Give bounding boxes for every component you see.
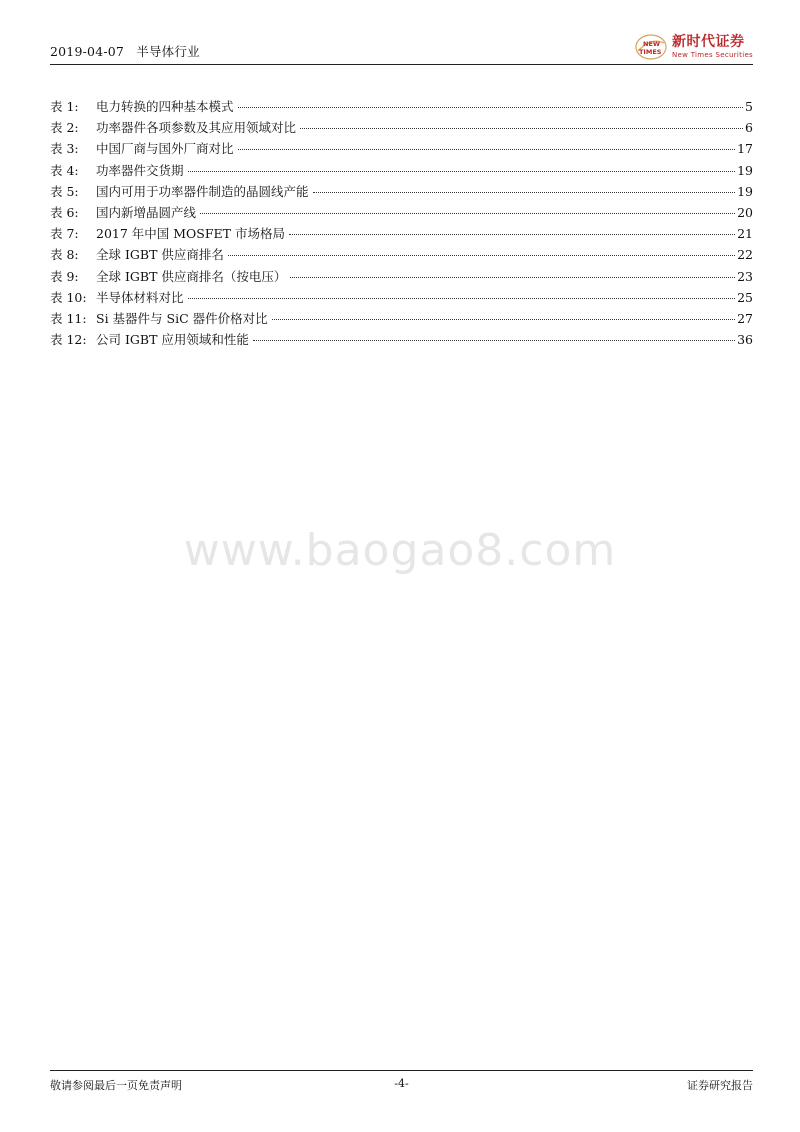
toc-entry-page: 20 bbox=[737, 204, 753, 220]
toc-entry-title: 国内新增晶圆产线 bbox=[96, 204, 197, 220]
toc-entry-page: 19 bbox=[737, 183, 753, 199]
toc-entry-page: 5 bbox=[745, 99, 753, 114]
toc-leader-dots bbox=[289, 233, 735, 235]
toc-leader-dots bbox=[272, 318, 735, 320]
toc-leader-dots bbox=[290, 276, 735, 278]
toc-entry[interactable] bbox=[50, 138, 753, 159]
toc-entry-page: 21 bbox=[737, 226, 753, 242]
toc-entry-label: 表 1: bbox=[50, 99, 79, 114]
page-header bbox=[50, 36, 753, 65]
toc-entry-label: 表 8: bbox=[50, 247, 79, 263]
toc-entry-label: 表 5: bbox=[50, 183, 79, 199]
toc-entry[interactable] bbox=[50, 160, 753, 181]
page-footer bbox=[50, 1070, 753, 1091]
toc-entry-title: 电力转换的四种基本模式 bbox=[96, 99, 234, 114]
toc-entry-title: 功率器件各项参数及其应用领域对比 bbox=[96, 120, 297, 136]
toc-entry-label: 表 12: bbox=[50, 332, 87, 348]
toc-entry[interactable] bbox=[50, 287, 753, 308]
toc-entry[interactable] bbox=[50, 329, 753, 350]
svg-text:TIMES: TIMES bbox=[639, 48, 662, 56]
toc-entry[interactable] bbox=[50, 202, 753, 223]
toc-leader-dots bbox=[200, 212, 735, 214]
toc-entry-label: 表 4: bbox=[50, 162, 79, 178]
toc-entry-label: 表 7: bbox=[50, 226, 79, 242]
toc-entry-label: 表 2: bbox=[50, 120, 79, 136]
toc-entry-page: 23 bbox=[737, 268, 753, 284]
logo-text bbox=[672, 35, 753, 59]
table-of-contents bbox=[50, 96, 753, 350]
svg-text:NEW: NEW bbox=[643, 40, 661, 48]
toc-entry[interactable] bbox=[50, 117, 753, 138]
toc-entry[interactable] bbox=[50, 244, 753, 265]
report-date: 2019-04-07 bbox=[50, 44, 125, 59]
toc-entry-title: 公司 IGBT 应用领域和性能 bbox=[96, 332, 249, 348]
toc-leader-dots bbox=[188, 297, 736, 299]
toc-entry-label: 表 10: bbox=[50, 289, 87, 305]
toc-entry-label: 表 6: bbox=[50, 204, 79, 220]
industry-label: 半导体行业 bbox=[136, 44, 200, 59]
toc-entry-title: 半导体材料对比 bbox=[96, 289, 184, 305]
toc-entry-page: 22 bbox=[737, 247, 753, 263]
toc-entry-label: 表 9: bbox=[50, 268, 79, 284]
toc-entry-page: 19 bbox=[737, 162, 753, 178]
toc-leader-dots bbox=[238, 106, 744, 108]
company-name-en: New Times Securities bbox=[672, 51, 753, 59]
toc-entry[interactable] bbox=[50, 266, 753, 287]
toc-entry-title: 全球 IGBT 供应商排名 bbox=[96, 247, 224, 263]
toc-entry-page: 27 bbox=[737, 310, 753, 326]
toc-leader-dots bbox=[300, 127, 743, 129]
toc-entry-title: Si 基器件与 SiC 器件价格对比 bbox=[96, 310, 268, 326]
toc-entry-page: 17 bbox=[737, 141, 753, 157]
toc-leader-dots bbox=[238, 148, 736, 150]
toc-entry-title: 全球 IGBT 供应商排名（按电压） bbox=[96, 268, 287, 284]
toc-entry[interactable] bbox=[50, 223, 753, 244]
toc-leader-dots bbox=[253, 339, 735, 341]
toc-entry[interactable] bbox=[50, 308, 753, 329]
toc-leader-dots bbox=[313, 191, 736, 193]
toc-leader-dots bbox=[228, 254, 735, 256]
toc-entry-label: 表 11: bbox=[50, 310, 87, 326]
toc-entry-title: 功率器件交货期 bbox=[96, 162, 184, 178]
company-logo bbox=[634, 32, 753, 62]
toc-entry-label: 表 3: bbox=[50, 141, 79, 157]
page-number: -4- bbox=[394, 1077, 409, 1090]
watermark: www.baogao8.com bbox=[183, 525, 617, 576]
toc-entry[interactable] bbox=[50, 181, 753, 202]
company-name-cn: 新时代证券 bbox=[672, 34, 745, 50]
toc-entry-title: 国内可用于功率器件制造的晶圆线产能 bbox=[96, 183, 309, 199]
header-meta bbox=[50, 42, 200, 60]
toc-leader-dots bbox=[188, 170, 736, 172]
toc-entry-page: 25 bbox=[737, 289, 753, 305]
document-type: 证券研究报告 bbox=[687, 1079, 753, 1092]
toc-entry-title: 2017 年中国 MOSFET 市场格局 bbox=[96, 226, 285, 242]
toc-entry-page: 6 bbox=[745, 120, 753, 136]
disclaimer-note: 敬请参阅最后一页免责声明 bbox=[50, 1079, 182, 1092]
toc-entry[interactable] bbox=[50, 96, 753, 117]
new-times-logo-icon bbox=[634, 33, 668, 61]
toc-entry-title: 中国厂商与国外厂商对比 bbox=[96, 141, 234, 157]
toc-entry-page: 36 bbox=[737, 332, 753, 348]
